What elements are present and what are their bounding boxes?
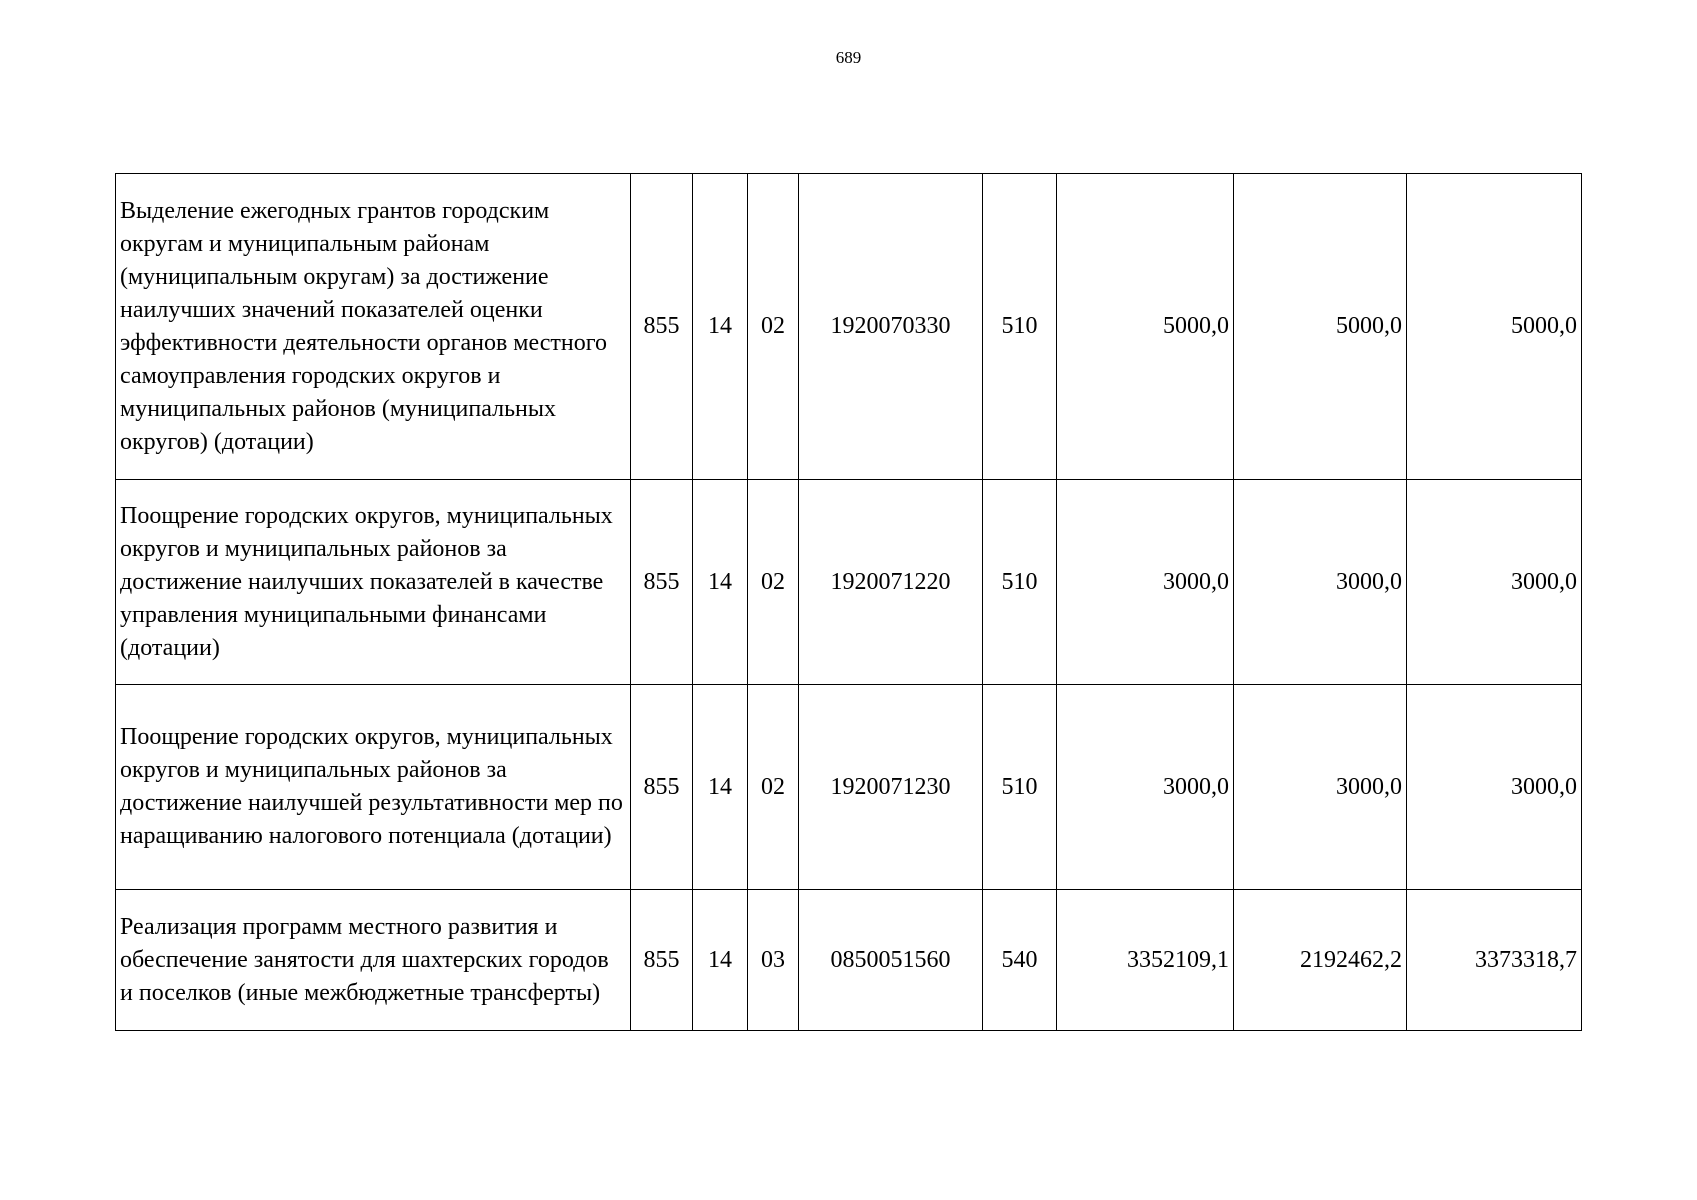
amount-3: 3373318,7 bbox=[1407, 890, 1582, 1031]
target-code: 1920070330 bbox=[799, 174, 983, 480]
row-name: Поощрение городских округов, муниципальных округов и муниципальных районов за достижение наилучших показателей в качестве управления муниципальными финансами (дотации) bbox=[116, 480, 631, 685]
target-code: 1920071220 bbox=[799, 480, 983, 685]
page-number: 689 bbox=[835, 48, 862, 67]
row-name: Поощрение городских округов, муниципальных округов и муниципальных районов за достижение наилучшей результативности мер по наращиванию налогового потенциала (дотации) bbox=[116, 685, 631, 890]
expense-type-code: 510 bbox=[983, 480, 1057, 685]
amount-2: 2192462,2 bbox=[1234, 890, 1407, 1031]
row-name: Реализация программ местного развития и обеспечение занятости для шахтерских городов и поселков (иные межбюджетные трансферты) bbox=[116, 890, 631, 1031]
table-row bbox=[116, 174, 1582, 480]
ministry-code: 855 bbox=[631, 480, 693, 685]
ministry-code: 855 bbox=[631, 890, 693, 1031]
table-row bbox=[116, 480, 1582, 685]
amount-3: 3000,0 bbox=[1407, 480, 1582, 685]
amount-3: 5000,0 bbox=[1407, 174, 1582, 480]
amount-3: 3000,0 bbox=[1407, 685, 1582, 890]
amount-2: 5000,0 bbox=[1234, 174, 1407, 480]
section-code: 14 bbox=[693, 480, 748, 685]
amount-2: 3000,0 bbox=[1234, 480, 1407, 685]
expense-type-code: 510 bbox=[983, 174, 1057, 480]
budget-table bbox=[115, 173, 1582, 1031]
target-code: 0850051560 bbox=[799, 890, 983, 1031]
row-name: Выделение ежегодных грантов городским округам и муниципальным районам (муниципальным округам) за достижение наилучших значений показателей оценки эффективности деятельности органов местного самоуправления городских округов и муниципальных районов (муниципальных округов) (дотации) bbox=[116, 174, 631, 480]
table-row bbox=[116, 890, 1582, 1031]
subsection-code: 02 bbox=[748, 174, 799, 480]
amount-1: 3352109,1 bbox=[1057, 890, 1234, 1031]
subsection-code: 02 bbox=[748, 480, 799, 685]
section-code: 14 bbox=[693, 890, 748, 1031]
amount-1: 5000,0 bbox=[1057, 174, 1234, 480]
ministry-code: 855 bbox=[631, 685, 693, 890]
ministry-code: 855 bbox=[631, 174, 693, 480]
expense-type-code: 540 bbox=[983, 890, 1057, 1031]
target-code: 1920071230 bbox=[799, 685, 983, 890]
subsection-code: 02 bbox=[748, 685, 799, 890]
amount-1: 3000,0 bbox=[1057, 685, 1234, 890]
amount-2: 3000,0 bbox=[1234, 685, 1407, 890]
amount-1: 3000,0 bbox=[1057, 480, 1234, 685]
section-code: 14 bbox=[693, 685, 748, 890]
subsection-code: 03 bbox=[748, 890, 799, 1031]
table-row bbox=[116, 685, 1582, 890]
section-code: 14 bbox=[693, 174, 748, 480]
expense-type-code: 510 bbox=[983, 685, 1057, 890]
